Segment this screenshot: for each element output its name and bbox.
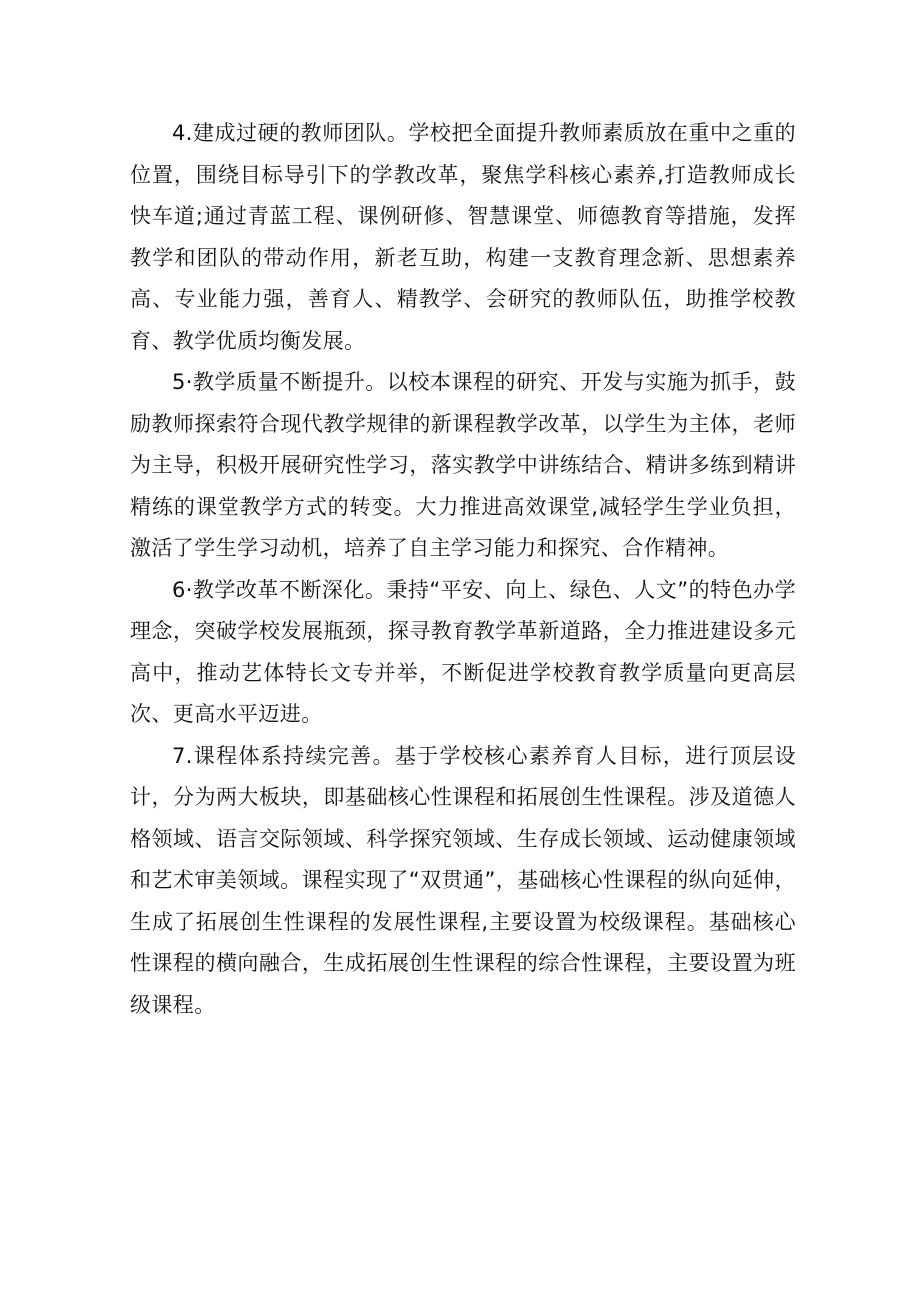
document-body [130,113,796,1026]
paragraph-curriculum-system: 7.课程体系持续完善。基于学校核心素养育人目标，进行顶层设计，分为两大板块，即基础核心性课程和拓展创生性课程。涉及道德人格领域、语言交际领域、科学探究领域、生存成长领域、运动健康领域和艺术审美领域。课程实现了“双贯通”，基础核心性课程的纵向延伸，生成了拓展创生性课程的发展性课程,主要设置为校级课程。基础核心性课程的横向融合，生成拓展创生性课程的综合性课程，主要设置为班级课程。 [130,743,796,1017]
paragraph-teaching-quality: 5·教学质量不断提升。以校本课程的研究、开发与实施为抓手，鼓励教师探索符合现代教学规律的新课程教学改革，以学生为主体，老师为主导，积极开展研究性学习，落实教学中讲练结合、精讲多练到精讲精练的课堂教学方式的转变。大力推进高效课堂,减轻学生学业负担，激活了学生学习动机，培养了自主学习能力和探究、合作精神。 [130,370,796,560]
paragraph-teacher-team: 4.建成过硬的教师团队。学校把全面提升教师素质放在重中之重的位置，围绕目标导引下的学教改革，聚焦学科核心素养,打造教师成长快车道;通过青蓝工程、课例研修、智慧课堂、师德教育等措施，发挥教学和团队的带动作用，新老互助，构建一支教育理念新、思想素养高、专业能力强，善育人、精教学、会研究的教师队伍，助推学校教育、教学优质均衡发展。 [130,121,796,353]
paragraph-teaching-reform: 6·教学改革不断深化。秉持“平安、向上、绿色、人文”的特色办学理念，突破学校发展瓶颈，探寻教育教学革新道路，全力推进建设多元高中，推动艺体特长文专并举，不断促进学校教育教学质量向更高层次、更高水平迈进。 [130,577,796,726]
